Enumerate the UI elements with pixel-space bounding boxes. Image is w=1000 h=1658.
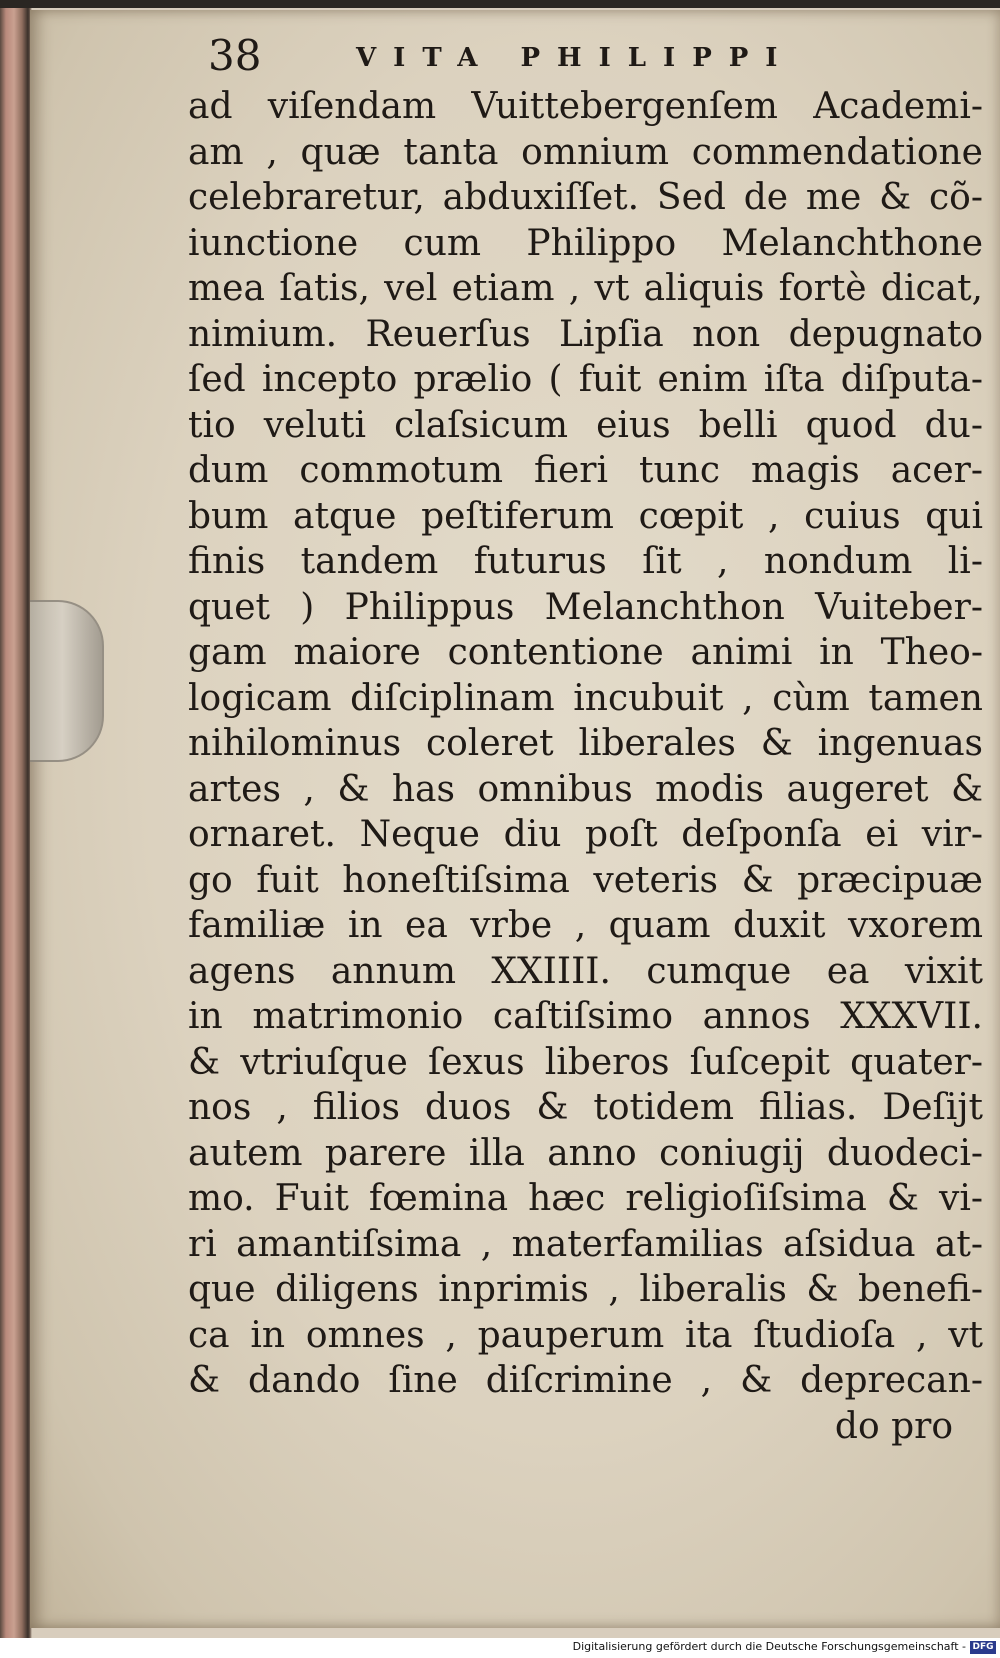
text-line: mea ſatis, vel etiam , vt aliquis fortè dicat, bbox=[188, 268, 983, 309]
text-line: agens annum XXIIII. cumque ea vixit bbox=[188, 950, 983, 992]
catchword-line: do pro bbox=[834, 1405, 953, 1447]
text-line: gam maiore contentione animi in Theo- bbox=[188, 632, 983, 673]
text-line: am , quæ tanta omnium commendatione bbox=[188, 131, 983, 173]
text-line: nihilominus coleret liberales & ingenuas bbox=[188, 723, 983, 764]
text-line: iunctione cum Philippo Melanchthone bbox=[188, 222, 983, 264]
text-line: bum atque peſtiferum cœpit , cuius qui bbox=[188, 495, 983, 537]
text-line: ſed incepto prælio ( fuit enim iſta diſputa- bbox=[188, 359, 983, 400]
text-line: autem parere illa anno coniugij duodeci- bbox=[188, 1132, 983, 1174]
text-line: mo. Fuit fœmina hæc religioſiſsima & vi- bbox=[188, 1178, 983, 1219]
page-header bbox=[208, 30, 908, 82]
text-line: ornaret. Neque diu poſt deſponſa ei vir- bbox=[188, 814, 983, 855]
text-line: dum commotum fieri tunc magis acer- bbox=[188, 450, 983, 491]
text-line: ri amantiſsima , materfamilias aſsidua at- bbox=[188, 1223, 983, 1265]
text-line: go fuit honeſtiſsima veteris & præcipuæ bbox=[188, 859, 983, 901]
digitization-footer bbox=[0, 1638, 1000, 1658]
text-line: tio veluti claſsicum eius belli quod du- bbox=[188, 404, 983, 446]
text-line: nos , filios duos & totidem filias. Deſijt bbox=[188, 1087, 983, 1128]
text-line: que diligens inprimis , liberalis & benefi- bbox=[188, 1269, 983, 1310]
footer-credit: Digitalisierung gefördert durch die Deutsche Forschungsgemeinschaft - bbox=[572, 1640, 966, 1653]
text-line: & vtriuſque ſexus liberos ſuſcepit quater- bbox=[188, 1041, 983, 1083]
text-line: logicam diſciplinam incubuit , cùm tamen bbox=[188, 677, 983, 719]
text-line: quet ) Philippus Melanchthon Vuiteber- bbox=[188, 586, 983, 628]
text-line: ad viſendam Vuittebergenſem Academi- bbox=[188, 86, 983, 127]
page-clip bbox=[30, 600, 104, 762]
running-head: VITA PHILIPPI bbox=[356, 43, 795, 73]
dfg-logo-icon: DFG bbox=[970, 1641, 996, 1654]
text-line: & dando ſine diſcrimine , & deprecan- bbox=[188, 1360, 983, 1401]
body-text bbox=[188, 84, 983, 1449]
text-line: celebraretur, abduxiſſet. Sed de me & cõ- bbox=[188, 177, 983, 218]
page-number: 38 bbox=[208, 31, 262, 80]
text-line: familiæ in ea vrbe , quam duxit vxorem bbox=[188, 905, 983, 946]
text-line: artes , & has omnibus modis augeret & bbox=[188, 768, 983, 810]
text-line: ca in omnes , pauperum ita ſtudioſa , vt bbox=[188, 1314, 983, 1356]
text-line: in matrimonio caſtiſsimo annos XXXVII. bbox=[188, 996, 983, 1037]
text-line: nimium. Reuerſus Lipſia non depugnato bbox=[188, 313, 983, 355]
text-line: finis tandem futurus ſit , nondum li- bbox=[188, 541, 983, 582]
